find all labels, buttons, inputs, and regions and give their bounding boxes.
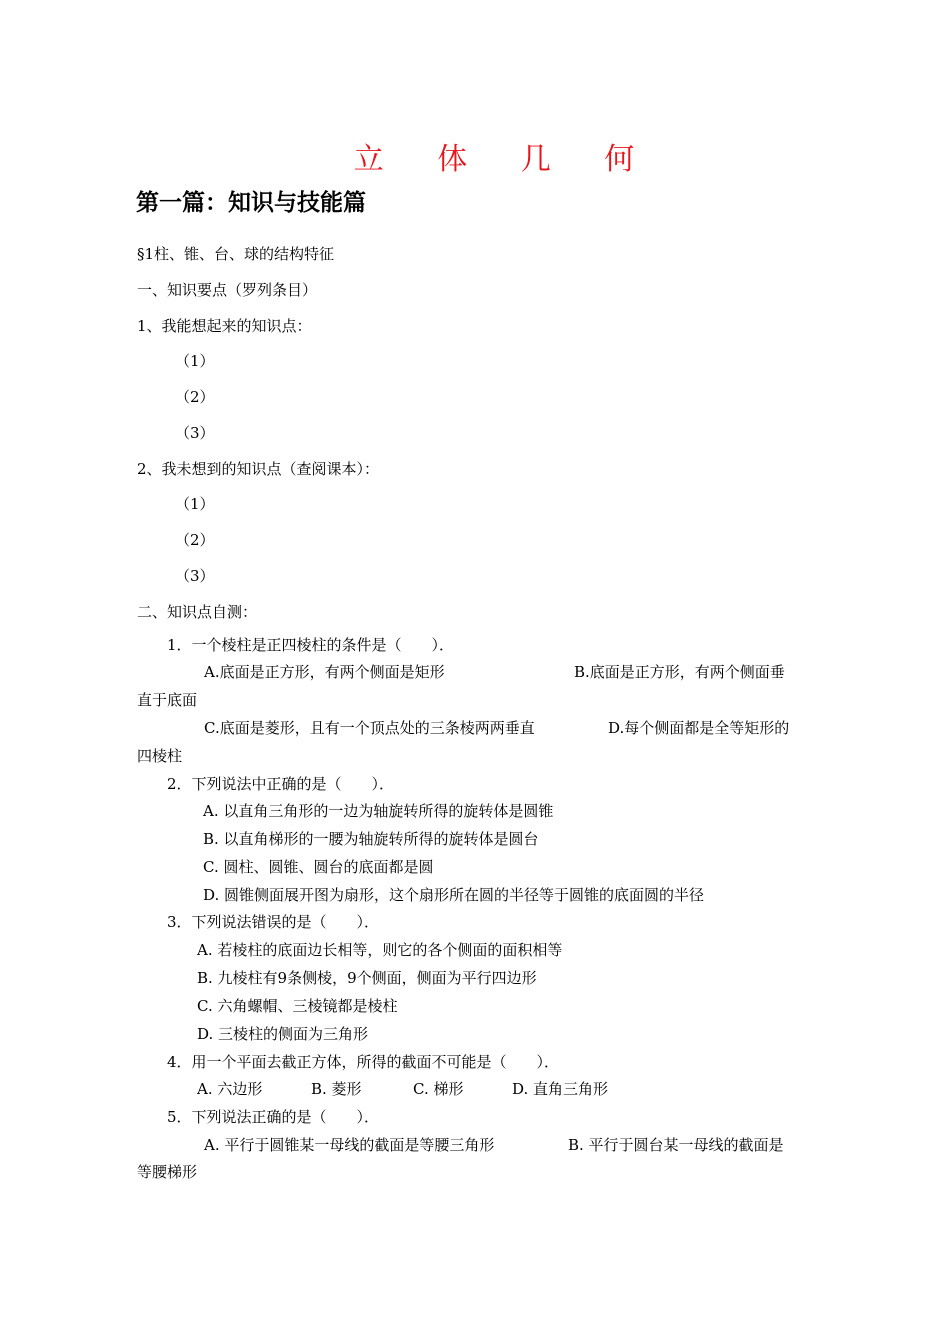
missed-item-2: （2） bbox=[175, 531, 215, 549]
heading-missed-points: 2、我未想到的知识点（查阅课本）： bbox=[137, 460, 380, 478]
question-1-option-d-continued: 四棱柱 bbox=[137, 747, 183, 765]
question-1-stem: 1．一个棱柱是正四棱柱的条件是（ ）． bbox=[167, 636, 455, 654]
question-3-option-d: D. 三棱柱的侧面为三角形 bbox=[197, 1025, 369, 1043]
question-1-option-d: D.每个侧面都是全等矩形的 bbox=[608, 719, 790, 737]
question-4-option-b: B. 菱形 bbox=[311, 1080, 362, 1098]
question-5-option-a: A. 平行于圆锥某一母线的截面是等腰三角形 bbox=[204, 1136, 495, 1154]
question-4-option-d: D. 直角三角形 bbox=[512, 1080, 609, 1098]
question-3-option-a: A. 若棱柱的底面边长相等，则它的各个侧面的面积相等 bbox=[197, 941, 563, 959]
document-title: 立 体 几 何 bbox=[353, 142, 657, 177]
question-4-option-c: C. 梯形 bbox=[413, 1080, 464, 1098]
question-5-stem: 5．下列说法正确的是（ ）． bbox=[167, 1108, 380, 1126]
heading-self-test: 二、知识点自测： bbox=[137, 603, 258, 621]
question-2-option-d: D. 圆锥侧面展开图为扇形，这个扇形所在圆的半径等于圆锥的底面圆的半径 bbox=[203, 886, 705, 904]
part-heading: 第一篇：知识与技能篇 bbox=[136, 190, 366, 216]
question-2-stem: 2．下列说法中正确的是（ ）． bbox=[167, 775, 395, 793]
question-3-option-c: C. 六角螺帽、三棱镜都是棱柱 bbox=[197, 997, 398, 1015]
question-3-stem: 3．下列说法错误的是（ ）． bbox=[167, 913, 380, 931]
question-2-option-c: C. 圆柱、圆锥、圆台的底面都是圆 bbox=[203, 858, 434, 876]
recalled-item-2: （2） bbox=[175, 388, 215, 406]
heading-recalled-points: 1、我能想起来的知识点： bbox=[137, 317, 312, 335]
heading-knowledge-points: 一、知识要点（罗列条目） bbox=[137, 281, 318, 299]
question-5-option-b-continued: 等腰梯形 bbox=[137, 1163, 198, 1181]
question-1-option-a: A.底面是正方形，有两个侧面是矩形 bbox=[204, 663, 445, 681]
question-2-option-b: B. 以直角梯形的一腰为轴旋转所得的旋转体是圆台 bbox=[203, 830, 539, 848]
question-1-option-c: C.底面是菱形，且有一个顶点处的三条棱两两垂直 bbox=[204, 719, 535, 737]
question-3-option-b: B. 九棱柱有9条侧棱，9个侧面，侧面为平行四边形 bbox=[197, 969, 537, 987]
question-1-option-b-continued: 直于底面 bbox=[137, 691, 198, 709]
question-4-option-a: A. 六边形 bbox=[197, 1080, 263, 1098]
recalled-item-3: （3） bbox=[175, 424, 215, 442]
question-1-option-b: B.底面是正方形，有两个侧面垂 bbox=[574, 663, 785, 681]
question-5-option-b: B. 平行于圆台某一母线的截面是 bbox=[568, 1136, 784, 1154]
missed-item-1: （1） bbox=[175, 495, 215, 513]
missed-item-3: （3） bbox=[175, 567, 215, 585]
section-heading: §1柱、锥、台、球的结构特征 bbox=[137, 245, 335, 263]
question-4-stem: 4．用一个平面去截正方体，所得的截面不可能是（ ）． bbox=[167, 1053, 560, 1071]
recalled-item-1: （1） bbox=[175, 352, 215, 370]
question-2-option-a: A. 以直角三角形的一边为轴旋转所得的旋转体是圆锥 bbox=[203, 802, 554, 820]
